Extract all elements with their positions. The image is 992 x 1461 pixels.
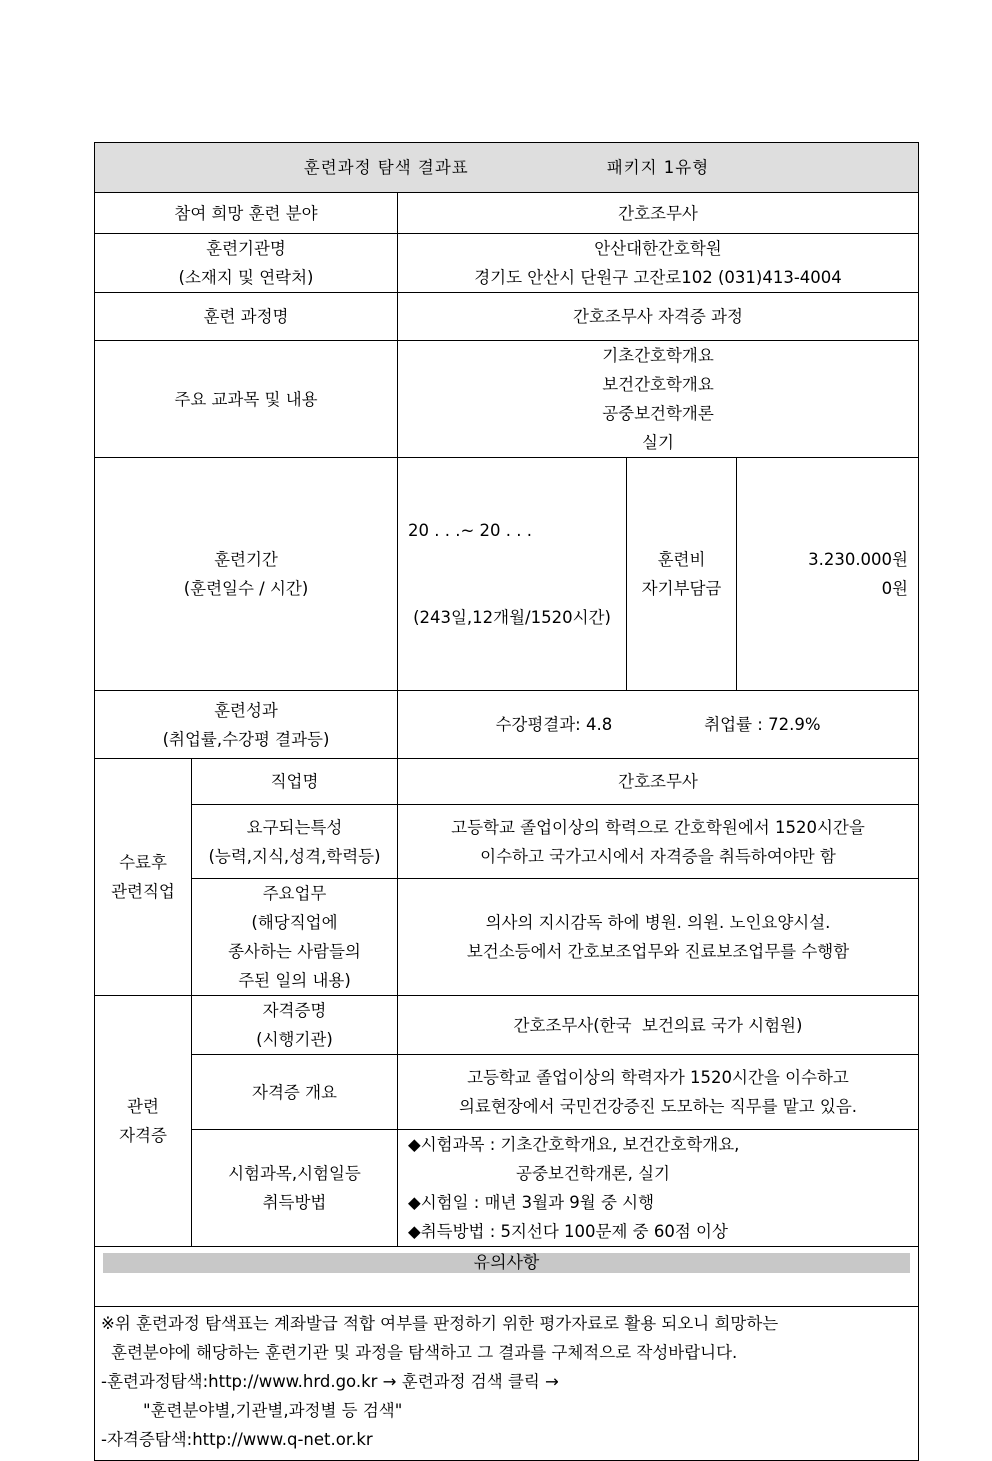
cert-group-line: 관련 [127, 1097, 159, 1116]
institution-label [95, 234, 398, 293]
exam-line: ◆취득방법 : 5지선다 100문제 중 60점 이상 [408, 1222, 728, 1241]
cert-overview-value [398, 1055, 919, 1130]
course-value: 간호조무사 자격증 과정 [398, 293, 919, 341]
results-label-line: 훈련성과 [214, 700, 278, 720]
fee-label: 훈련비 [657, 550, 706, 569]
notice-line: -훈련과정탐색:http://www.hrd.go.kr → 훈련과정 검색 클릭 → [101, 1372, 559, 1391]
exam-line: 공중보건학개론, 실기 [516, 1164, 670, 1183]
duties-line: 의사의 지시감독 하에 병원. 의원. 노인요양시설. [485, 913, 831, 932]
exam-label-line: 취득방법 [262, 1193, 327, 1212]
subject-item: 기초간호학개요 [602, 346, 714, 365]
period-label [95, 458, 398, 691]
notice-header [95, 1247, 919, 1307]
employment-rate: 취업률 : 72.9% [704, 715, 821, 734]
exam-value [398, 1130, 919, 1247]
self-pay-value: 0원 [881, 579, 908, 598]
package-type: 패키지 1유형 [606, 158, 710, 177]
result-table [94, 142, 919, 1461]
duties-label [192, 879, 398, 996]
period-label-line: (훈련일수 / 시간) [183, 579, 309, 598]
exam-line: ◆시험과목 : 기초간호학개요, 보건간호학개요, [408, 1135, 740, 1154]
subjects-label: 주요 교과목 및 내용 [95, 341, 398, 458]
institution-value [398, 234, 919, 293]
field-value: 간호조무사 [398, 193, 919, 234]
institution-name: 안산대한간호학원 [594, 239, 722, 258]
results-label-line: (취업률,수강평 결과등) [162, 729, 330, 749]
duties-label-line: 주된 일의 내용) [238, 971, 351, 990]
field-label: 참여 희망 훈련 분야 [95, 193, 398, 234]
institution-label-line: 훈련기관명 [206, 239, 286, 258]
jobs-group-line: 관련직업 [111, 882, 175, 901]
traits-value [398, 805, 919, 879]
cert-overview-line: 고등학교 졸업이상의 학력자가 1520시간을 이수하고 [467, 1068, 849, 1087]
cert-name-value: 간호조무사(한국 보건의료 국가 시험원) [398, 996, 919, 1055]
notice-title: 유의사항 [103, 1253, 910, 1273]
jobs-group-line: 수료후 [119, 853, 167, 872]
traits-line: 이수하고 국가고시에서 자격증을 취득하여야만 함 [480, 846, 836, 866]
jobs-group-label [95, 759, 192, 996]
duties-label-line: 종사하는 사람들의 [228, 942, 361, 961]
form-header [95, 143, 919, 193]
exam-label-line: 시험과목,시험일등 [228, 1164, 361, 1183]
cert-group-line: 자격증 [119, 1126, 167, 1145]
period-value [398, 458, 627, 691]
institution-address: 경기도 안산시 단원구 고잔로102 (031)413-4004 [474, 268, 842, 287]
fee-value: 3.230.000원 [808, 550, 908, 569]
duties-line: 보건소등에서 간호보조업무와 진료보조업무를 수행함 [466, 942, 850, 961]
cert-overview-line: 의료현장에서 국민건강증진 도모하는 직무를 맡고 있음. [458, 1097, 858, 1116]
cert-name-label-line: (시행기관) [256, 1030, 333, 1049]
traits-line: 고등학교 졸업이상의 학력으로 간호학원에서 1520시간을 [451, 817, 865, 837]
traits-label-line: (능력,지식,성격,학력등) [208, 846, 381, 866]
duties-label-line: 주요업무 [262, 884, 327, 903]
job-name-label: 직업명 [192, 759, 398, 805]
period-label-line: 훈련기간 [214, 550, 278, 569]
notice-line: ※위 훈련과정 탐색표는 계좌발급 적합 여부를 판정하기 위한 평가자료로 활용 되오니 희망하는 [101, 1314, 779, 1333]
duties-value [398, 879, 919, 996]
cert-overview-label: 자격증 개요 [192, 1055, 398, 1130]
form-title: 훈련과정 탐색 결과표 [303, 158, 469, 177]
exam-label [192, 1130, 398, 1247]
subject-item: 공중보건학개론 [602, 404, 714, 423]
training-search-form [94, 142, 918, 1449]
period-dates: 20 . . .~ 20 . . . [408, 521, 532, 540]
cost-labels [627, 458, 737, 691]
traits-label [192, 805, 398, 879]
subject-item: 보건간호학개요 [602, 375, 714, 394]
cost-values [737, 458, 919, 691]
notice-line: "훈련분야별,기관별,과정별 등 검색" [143, 1401, 403, 1420]
notice-line: 훈련분야에 해당하는 훈련기관 및 과정을 탐색하고 그 결과를 구체적으로 작성바랍니다. [111, 1343, 738, 1362]
notice-line: -자격증탐색:http://www.q-net.or.kr [101, 1430, 373, 1449]
subjects-value [398, 341, 919, 458]
traits-label-line: 요구되는특성 [246, 817, 343, 837]
notice-body [95, 1307, 919, 1461]
subject-item: 실기 [642, 433, 674, 452]
cert-group-label [95, 996, 192, 1247]
course-label: 훈련 과정명 [95, 293, 398, 341]
review-score: 수강평결과: 4.8 [495, 715, 613, 734]
exam-line: ◆시험일 : 매년 3월과 9월 중 시행 [408, 1193, 655, 1212]
job-name-value: 간호조무사 [398, 759, 919, 805]
results-label [95, 691, 398, 759]
duties-label-line: (해당직업에 [251, 913, 338, 932]
cert-name-label [192, 996, 398, 1055]
institution-label-line: (소재지 및 연락처) [178, 268, 314, 287]
cert-name-label-line: 자격증명 [262, 1001, 327, 1020]
self-pay-label: 자기부담금 [641, 579, 722, 598]
results-value [398, 691, 919, 759]
period-duration: (243일,12개월/1520시간) [413, 608, 611, 627]
